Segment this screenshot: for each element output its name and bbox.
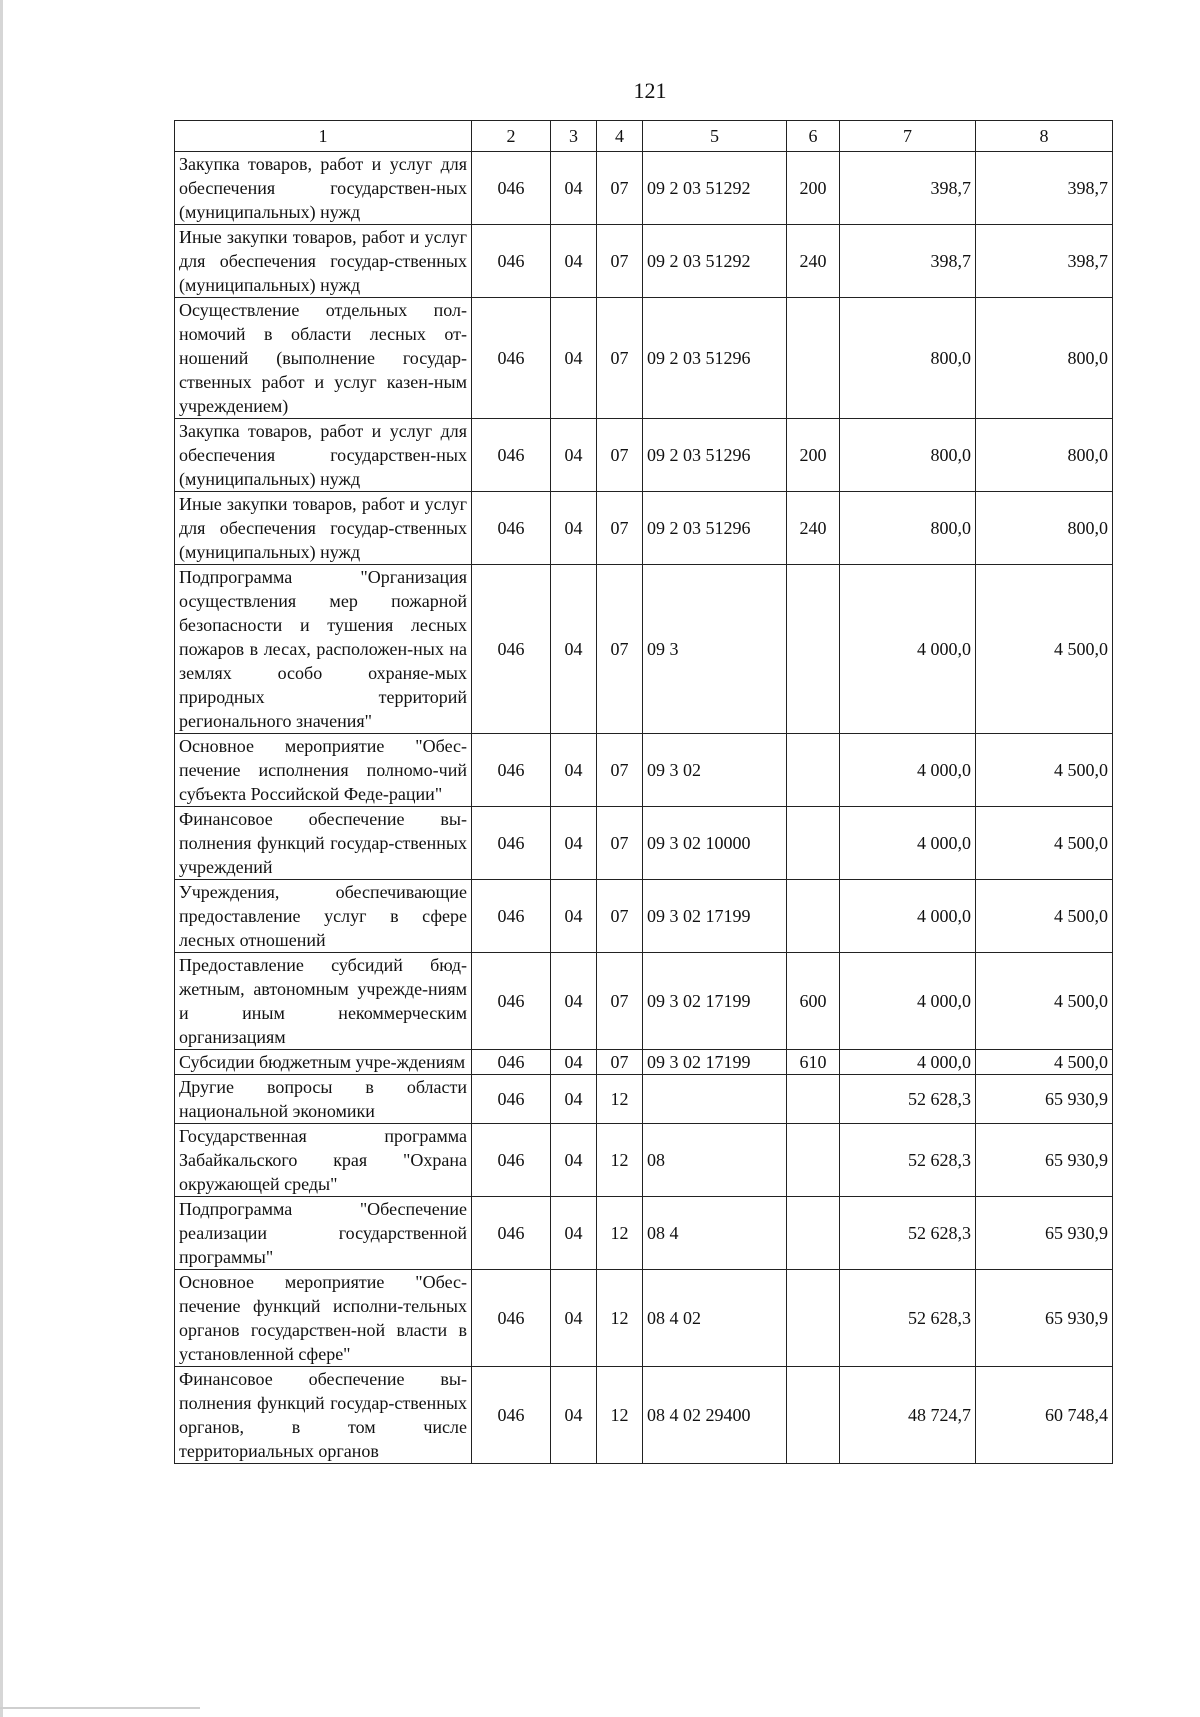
row-name-cell: Государственная программа Забайкальского края "Охрана окружающей среды" — [175, 1124, 472, 1197]
amount-cell: 65 930,9 — [976, 1075, 1113, 1124]
section-cell: 04 — [551, 1124, 597, 1197]
row-name-cell: Закупка товаров, работ и услуг для обеспечения государствен-ных (муниципальных) нужд — [175, 152, 472, 225]
subsection-cell: 12 — [597, 1124, 643, 1197]
expense-type-cell — [787, 807, 840, 880]
amount-cell: 4 000,0 — [840, 734, 976, 807]
row-name-cell: Иные закупки товаров, работ и услуг для обеспечения государ-ственных (муниципальных) нужд — [175, 492, 472, 565]
column-header: 3 — [551, 121, 597, 152]
row-name-cell: Подпрограмма "Обеспечение реализации государственной программы" — [175, 1197, 472, 1270]
amount-cell: 4 000,0 — [840, 953, 976, 1050]
scan-artifact — [0, 1707, 200, 1709]
code-cell: 046 — [472, 807, 551, 880]
expense-type-cell: 200 — [787, 419, 840, 492]
target-article-cell: 09 3 02 17199 — [643, 880, 787, 953]
column-header: 7 — [840, 121, 976, 152]
expense-type-cell: 610 — [787, 1050, 840, 1075]
amount-cell: 4 000,0 — [840, 565, 976, 734]
code-cell: 046 — [472, 1075, 551, 1124]
code-cell: 046 — [472, 298, 551, 419]
subsection-cell: 07 — [597, 953, 643, 1050]
amount-cell: 800,0 — [976, 298, 1113, 419]
subsection-cell: 07 — [597, 807, 643, 880]
code-cell: 046 — [472, 565, 551, 734]
scan-edge — [0, 0, 3, 1717]
section-cell: 04 — [551, 565, 597, 734]
table-row — [175, 880, 1113, 953]
section-cell: 04 — [551, 419, 597, 492]
section-cell: 04 — [551, 734, 597, 807]
amount-cell: 4 500,0 — [976, 565, 1113, 734]
code-cell: 046 — [472, 1050, 551, 1075]
table-row — [175, 152, 1113, 225]
column-header: 5 — [643, 121, 787, 152]
column-header: 8 — [976, 121, 1113, 152]
amount-cell: 800,0 — [976, 492, 1113, 565]
target-article-cell: 09 3 02 — [643, 734, 787, 807]
row-name-cell: Основное мероприятие "Обес-печение функций исполни-тельных органов государствен-ной власти в установленной сфере" — [175, 1270, 472, 1367]
amount-cell: 398,7 — [840, 225, 976, 298]
target-article-cell: 09 2 03 51296 — [643, 298, 787, 419]
table-row — [175, 734, 1113, 807]
column-header: 1 — [175, 121, 472, 152]
amount-cell: 65 930,9 — [976, 1270, 1113, 1367]
section-cell: 04 — [551, 492, 597, 565]
expense-type-cell — [787, 1075, 840, 1124]
column-header: 4 — [597, 121, 643, 152]
target-article-cell: 09 3 02 17199 — [643, 953, 787, 1050]
amount-cell: 800,0 — [976, 419, 1113, 492]
table-row — [175, 492, 1113, 565]
subsection-cell: 12 — [597, 1075, 643, 1124]
row-name-cell: Закупка товаров, работ и услуг для обеспечения государствен-ных (муниципальных) нужд — [175, 419, 472, 492]
amount-cell: 65 930,9 — [976, 1197, 1113, 1270]
code-cell: 046 — [472, 419, 551, 492]
column-header: 6 — [787, 121, 840, 152]
target-article-cell: 09 2 03 51296 — [643, 492, 787, 565]
section-cell: 04 — [551, 880, 597, 953]
amount-cell: 4 000,0 — [840, 1050, 976, 1075]
section-cell: 04 — [551, 1197, 597, 1270]
subsection-cell: 07 — [597, 880, 643, 953]
amount-cell: 398,7 — [840, 152, 976, 225]
row-name-cell: Учреждения, обеспечивающие предоставление услуг в сфере лесных отношений — [175, 880, 472, 953]
row-name-cell: Субсидии бюджетным учре-ждениям — [175, 1050, 472, 1075]
subsection-cell: 12 — [597, 1367, 643, 1464]
subsection-cell: 07 — [597, 298, 643, 419]
code-cell: 046 — [472, 225, 551, 298]
subsection-cell: 07 — [597, 565, 643, 734]
amount-cell: 4 500,0 — [976, 807, 1113, 880]
target-article-cell: 08 4 02 — [643, 1270, 787, 1367]
target-article-cell: 09 2 03 51292 — [643, 225, 787, 298]
section-cell: 04 — [551, 298, 597, 419]
subsection-cell: 07 — [597, 152, 643, 225]
amount-cell: 4 500,0 — [976, 880, 1113, 953]
row-name-cell: Финансовое обеспечение вы-полнения функций государ-ственных учреждений — [175, 807, 472, 880]
amount-cell: 398,7 — [976, 152, 1113, 225]
target-article-cell: 09 2 03 51292 — [643, 152, 787, 225]
subsection-cell: 12 — [597, 1270, 643, 1367]
table-row — [175, 565, 1113, 734]
row-name-cell: Осуществление отдельных пол-номочий в области лесных от-ношений (выполнение государ-ственных работ и услуг казен-ным учреждением) — [175, 298, 472, 419]
expense-type-cell: 600 — [787, 953, 840, 1050]
subsection-cell: 07 — [597, 419, 643, 492]
subsection-cell: 07 — [597, 1050, 643, 1075]
code-cell: 046 — [472, 953, 551, 1050]
table-row — [175, 419, 1113, 492]
target-article-cell: 08 4 02 29400 — [643, 1367, 787, 1464]
amount-cell: 800,0 — [840, 492, 976, 565]
amount-cell: 398,7 — [976, 225, 1113, 298]
table-row — [175, 1197, 1113, 1270]
table-row — [175, 1270, 1113, 1367]
amount-cell: 52 628,3 — [840, 1197, 976, 1270]
expense-type-cell — [787, 1124, 840, 1197]
section-cell: 04 — [551, 807, 597, 880]
amount-cell: 52 628,3 — [840, 1075, 976, 1124]
subsection-cell: 07 — [597, 492, 643, 565]
amount-cell: 65 930,9 — [976, 1124, 1113, 1197]
code-cell: 046 — [472, 1124, 551, 1197]
section-cell: 04 — [551, 1270, 597, 1367]
table-row — [175, 953, 1113, 1050]
expense-type-cell: 240 — [787, 225, 840, 298]
amount-cell: 4 500,0 — [976, 1050, 1113, 1075]
target-article-cell: 09 2 03 51296 — [643, 419, 787, 492]
amount-cell: 4 000,0 — [840, 807, 976, 880]
amount-cell: 48 724,7 — [840, 1367, 976, 1464]
table-row — [175, 225, 1113, 298]
row-name-cell: Подпрограмма "Организация осуществления мер пожарной безопасности и тушения лесных пожаров в лесах, расположен-ных на землях особо охраняе-мых природных территорий регионального значения" — [175, 565, 472, 734]
subsection-cell: 12 — [597, 1197, 643, 1270]
target-article-cell: 09 3 02 17199 — [643, 1050, 787, 1075]
subsection-cell: 07 — [597, 734, 643, 807]
column-header: 2 — [472, 121, 551, 152]
row-name-cell: Предоставление субсидий бюд-жетным, автономным учрежде-ниям и иным некоммерческим организациям — [175, 953, 472, 1050]
table-body — [175, 152, 1113, 1464]
expense-type-cell — [787, 1367, 840, 1464]
amount-cell: 52 628,3 — [840, 1124, 976, 1197]
page-number: 121 — [633, 78, 667, 103]
expense-type-cell — [787, 880, 840, 953]
amount-cell: 800,0 — [840, 419, 976, 492]
expense-type-cell — [787, 1270, 840, 1367]
target-article-cell — [643, 1075, 787, 1124]
expense-type-cell — [787, 734, 840, 807]
code-cell: 046 — [472, 734, 551, 807]
table-row — [175, 1075, 1113, 1124]
target-article-cell: 09 3 02 10000 — [643, 807, 787, 880]
amount-cell: 60 748,4 — [976, 1367, 1113, 1464]
code-cell: 046 — [472, 1270, 551, 1367]
budget-table — [174, 120, 1113, 1464]
code-cell: 046 — [472, 492, 551, 565]
row-name-cell: Основное мероприятие "Обес-печение исполнения полномо-чий субъекта Российской Феде-рации" — [175, 734, 472, 807]
table-row — [175, 807, 1113, 880]
table-row — [175, 1124, 1113, 1197]
code-cell: 046 — [472, 152, 551, 225]
expense-type-cell: 240 — [787, 492, 840, 565]
row-name-cell: Финансовое обеспечение вы-полнения функций государ-ственных органов, в том числе территориальных органов — [175, 1367, 472, 1464]
target-article-cell: 08 — [643, 1124, 787, 1197]
amount-cell: 4 000,0 — [840, 880, 976, 953]
row-name-cell: Другие вопросы в области национальной экономики — [175, 1075, 472, 1124]
table-row — [175, 1367, 1113, 1464]
expense-type-cell — [787, 565, 840, 734]
subsection-cell: 07 — [597, 225, 643, 298]
section-cell: 04 — [551, 1050, 597, 1075]
expense-type-cell — [787, 1197, 840, 1270]
section-cell: 04 — [551, 225, 597, 298]
code-cell: 046 — [472, 1367, 551, 1464]
table-row — [175, 1050, 1113, 1075]
amount-cell: 4 500,0 — [976, 953, 1113, 1050]
target-article-cell: 08 4 — [643, 1197, 787, 1270]
expense-type-cell: 200 — [787, 152, 840, 225]
section-cell: 04 — [551, 953, 597, 1050]
header-row — [175, 121, 1113, 152]
amount-cell: 52 628,3 — [840, 1270, 976, 1367]
amount-cell: 4 500,0 — [976, 734, 1113, 807]
table-row — [175, 298, 1113, 419]
code-cell: 046 — [472, 880, 551, 953]
code-cell: 046 — [472, 1197, 551, 1270]
expense-type-cell — [787, 298, 840, 419]
amount-cell: 800,0 — [840, 298, 976, 419]
row-name-cell: Иные закупки товаров, работ и услуг для обеспечения государ-ственных (муниципальных) нужд — [175, 225, 472, 298]
section-cell: 04 — [551, 1075, 597, 1124]
section-cell: 04 — [551, 1367, 597, 1464]
target-article-cell: 09 3 — [643, 565, 787, 734]
section-cell: 04 — [551, 152, 597, 225]
